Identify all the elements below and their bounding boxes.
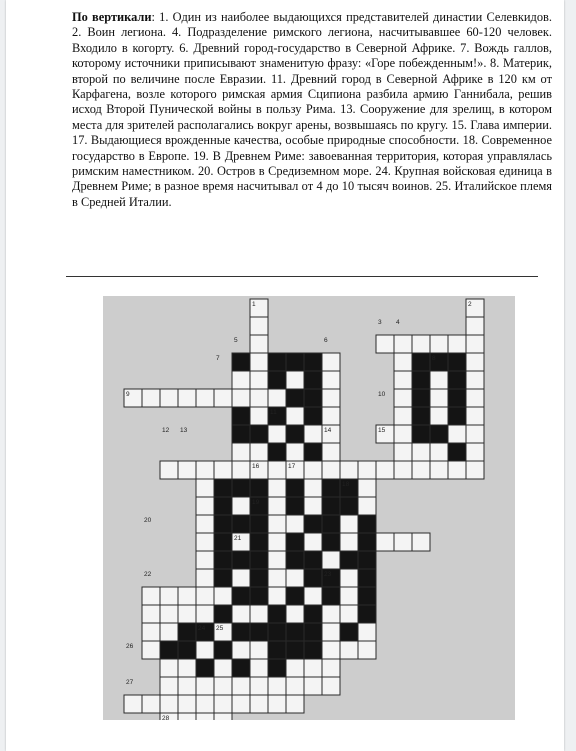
crossword-cell bbox=[214, 659, 232, 677]
crossword-cell bbox=[466, 407, 484, 425]
crossword-cell bbox=[430, 371, 448, 389]
crossword-cell bbox=[196, 497, 214, 515]
crossword-block bbox=[232, 353, 250, 371]
crossword-cell bbox=[250, 641, 268, 659]
crossword-cell bbox=[250, 371, 268, 389]
crossword-cell bbox=[358, 641, 376, 659]
crossword-cell bbox=[268, 587, 286, 605]
crossword-block bbox=[448, 389, 466, 407]
crossword-cell bbox=[250, 389, 268, 407]
crossword-cell bbox=[142, 389, 160, 407]
crossword-block bbox=[268, 443, 286, 461]
crossword-cell bbox=[232, 605, 250, 623]
crossword-cell bbox=[268, 515, 286, 533]
crossword-cell bbox=[268, 461, 286, 479]
crossword-cell bbox=[232, 497, 250, 515]
crossword-cell bbox=[322, 623, 340, 641]
crossword-cell bbox=[160, 677, 178, 695]
crossword-cell bbox=[214, 713, 232, 720]
clue-number-20: 20 bbox=[144, 517, 152, 524]
crossword-cell bbox=[232, 443, 250, 461]
crossword-cell bbox=[412, 533, 430, 551]
crossword-cell bbox=[322, 443, 340, 461]
crossword-cell bbox=[286, 677, 304, 695]
crossword-cell bbox=[268, 695, 286, 713]
crossword-cell bbox=[196, 551, 214, 569]
crossword-cell bbox=[448, 461, 466, 479]
clue-number-8: 8 bbox=[432, 355, 436, 362]
crossword-block bbox=[268, 641, 286, 659]
crossword-cell bbox=[160, 389, 178, 407]
crossword-block bbox=[322, 497, 340, 515]
crossword-block bbox=[196, 659, 214, 677]
crossword-cell bbox=[322, 551, 340, 569]
crossword-cell bbox=[268, 497, 286, 515]
crossword-cell bbox=[196, 479, 214, 497]
clue-number-9: 9 bbox=[126, 391, 130, 398]
crossword-cell bbox=[430, 335, 448, 353]
crossword-cell bbox=[232, 677, 250, 695]
crossword-block bbox=[358, 605, 376, 623]
crossword-block bbox=[250, 623, 268, 641]
crossword-cell bbox=[196, 695, 214, 713]
crossword-cell bbox=[322, 641, 340, 659]
crossword-cell bbox=[412, 335, 430, 353]
crossword-cell bbox=[376, 461, 394, 479]
crossword-cell bbox=[214, 587, 232, 605]
crossword-block bbox=[232, 659, 250, 677]
crossword-cell bbox=[196, 461, 214, 479]
crossword-cell bbox=[394, 425, 412, 443]
crossword-cell bbox=[124, 695, 142, 713]
crossword-block bbox=[412, 371, 430, 389]
crossword-block bbox=[268, 605, 286, 623]
crossword-block bbox=[286, 641, 304, 659]
crossword-cell bbox=[178, 713, 196, 720]
crossword-cell bbox=[340, 461, 358, 479]
crossword-cell bbox=[160, 461, 178, 479]
clue-number-25: 25 bbox=[216, 625, 224, 632]
crossword-cell bbox=[214, 695, 232, 713]
crossword-block bbox=[214, 605, 232, 623]
crossword-cell bbox=[160, 659, 178, 677]
crossword-cell bbox=[286, 659, 304, 677]
crossword-cell bbox=[232, 569, 250, 587]
crossword-cell bbox=[358, 461, 376, 479]
clue-number-18: 18 bbox=[342, 481, 350, 488]
crossword-cell bbox=[322, 461, 340, 479]
crossword-block bbox=[232, 425, 250, 443]
crossword-cell bbox=[394, 389, 412, 407]
crossword-cell bbox=[196, 605, 214, 623]
crossword-block bbox=[412, 407, 430, 425]
crossword-block bbox=[304, 623, 322, 641]
crossword-cell bbox=[160, 695, 178, 713]
crossword-cell bbox=[196, 389, 214, 407]
crossword-block bbox=[232, 479, 250, 497]
clue-number-21: 21 bbox=[234, 535, 242, 542]
clue-number-13: 13 bbox=[180, 427, 188, 434]
crossword-block bbox=[304, 515, 322, 533]
crossword-cell bbox=[340, 605, 358, 623]
crossword-cell bbox=[250, 317, 268, 335]
crossword-cell bbox=[250, 407, 268, 425]
crossword-cell bbox=[340, 515, 358, 533]
crossword-block bbox=[214, 479, 232, 497]
clues-heading: По вертикали bbox=[72, 10, 152, 24]
crossword-cell bbox=[178, 677, 196, 695]
crossword-cell bbox=[286, 515, 304, 533]
crossword-cell bbox=[466, 353, 484, 371]
crossword-block bbox=[286, 497, 304, 515]
crossword-cell bbox=[376, 533, 394, 551]
crossword-block bbox=[322, 587, 340, 605]
crossword-block bbox=[304, 551, 322, 569]
crossword-block bbox=[340, 497, 358, 515]
crossword-cell bbox=[448, 335, 466, 353]
crossword-cell bbox=[412, 443, 430, 461]
crossword-cell bbox=[322, 677, 340, 695]
crossword-cell bbox=[286, 695, 304, 713]
crossword-cell bbox=[178, 461, 196, 479]
crossword-cell bbox=[196, 533, 214, 551]
crossword-cell bbox=[214, 461, 232, 479]
clue-number-26: 26 bbox=[126, 643, 134, 650]
crossword-cell bbox=[250, 605, 268, 623]
clue-number-28: 28 bbox=[162, 715, 170, 720]
crossword-block bbox=[340, 623, 358, 641]
crossword-block bbox=[358, 515, 376, 533]
crossword-block bbox=[430, 425, 448, 443]
crossword-cell bbox=[304, 587, 322, 605]
crossword-block bbox=[304, 605, 322, 623]
crossword-cell bbox=[394, 335, 412, 353]
crossword-block bbox=[286, 551, 304, 569]
crossword-cell bbox=[466, 317, 484, 335]
crossword-block bbox=[304, 389, 322, 407]
crossword-cell bbox=[394, 461, 412, 479]
crossword-cell bbox=[466, 461, 484, 479]
crossword-cell bbox=[232, 695, 250, 713]
crossword-block bbox=[322, 479, 340, 497]
crossword-cell bbox=[340, 641, 358, 659]
clue-number-15: 15 bbox=[378, 427, 386, 434]
crossword-block bbox=[250, 479, 268, 497]
crossword-cell bbox=[142, 623, 160, 641]
crossword-block bbox=[448, 443, 466, 461]
crossword-cell bbox=[466, 335, 484, 353]
clues-text: : 1. Один из наиболее выдающихся представителей династии Селевкидов. 2. Воин легиона. 4. Подразделение римского легиона, насчитывавшее 60-120 человек. Входило в когорту. 6. Древний город-государство в Северной Африке. 7. Вождь галлов, которому источники приписывают знаменитую фразу: «Горе побежденным!». 8. Материк, второй по величине после Евразии. 11. Древний город в Северной Африке в 120 км от Карфагена, возле которого римская армия Сципиона разбила армию Ганнибала, решив исход Второй Пунической войны в пользу Рима. 13. Сооружение для зрелищ, в котором места для зрителей располагались вокруг арены, возвышаясь по кругу. 15. Глава империи. 17. Выдающиеся врожденные качества, особые природные способности. 18. Современное государство в Европе. 19. В Древнем Риме: завоеванная территория, которая управлялась римским наместником. 20. Остров в Средиземном море. 24. Крупная войсковая единица в Древнем Риме; в разное время насчитывал от 4 до 10 тысяч воинов. 25. Италийское племя в Средней Италии. bbox=[72, 10, 552, 209]
crossword-block bbox=[304, 443, 322, 461]
crossword-cell bbox=[304, 677, 322, 695]
crossword-cell bbox=[358, 497, 376, 515]
clue-number-27: 27 bbox=[126, 679, 134, 686]
crossword-cell bbox=[286, 407, 304, 425]
crossword-cell bbox=[178, 587, 196, 605]
crossword-cell bbox=[160, 623, 178, 641]
crossword-cell bbox=[466, 371, 484, 389]
crossword-block bbox=[232, 407, 250, 425]
crossword-block bbox=[358, 569, 376, 587]
crossword-cell bbox=[394, 533, 412, 551]
crossword-cell bbox=[178, 605, 196, 623]
crossword-cell bbox=[304, 533, 322, 551]
clue-number-16: 16 bbox=[252, 463, 260, 470]
crossword-cell bbox=[394, 353, 412, 371]
crossword-cell bbox=[304, 497, 322, 515]
clue-number-3: 3 bbox=[378, 319, 382, 326]
crossword-block bbox=[214, 533, 232, 551]
crossword-cell bbox=[430, 407, 448, 425]
crossword-cell bbox=[250, 695, 268, 713]
crossword-block bbox=[250, 587, 268, 605]
crossword-cell bbox=[196, 587, 214, 605]
crossword-block bbox=[232, 515, 250, 533]
crossword-cell bbox=[232, 461, 250, 479]
crossword-block bbox=[358, 587, 376, 605]
crossword-cell bbox=[268, 389, 286, 407]
crossword-block bbox=[358, 551, 376, 569]
crossword-block bbox=[358, 533, 376, 551]
crossword-cell bbox=[304, 479, 322, 497]
crossword-cell bbox=[196, 641, 214, 659]
clue-number-1: 1 bbox=[252, 301, 256, 308]
crossword-cell bbox=[142, 641, 160, 659]
crossword-cell bbox=[160, 605, 178, 623]
crossword-block bbox=[412, 353, 430, 371]
clue-number-12: 12 bbox=[162, 427, 170, 434]
crossword-cell bbox=[232, 641, 250, 659]
crossword-cell bbox=[394, 443, 412, 461]
crossword-block bbox=[160, 641, 178, 659]
crossword-block bbox=[178, 641, 196, 659]
crossword-cell bbox=[214, 677, 232, 695]
clue-number-24: 24 bbox=[198, 625, 206, 632]
crossword-cell bbox=[268, 425, 286, 443]
clue-number-2: 2 bbox=[468, 301, 472, 308]
crossword-cell bbox=[196, 515, 214, 533]
crossword-block bbox=[304, 569, 322, 587]
clue-number-5: 5 bbox=[234, 337, 238, 344]
crossword-block bbox=[250, 551, 268, 569]
crossword-cell bbox=[250, 677, 268, 695]
crossword-cell bbox=[394, 407, 412, 425]
crossword-cell bbox=[358, 479, 376, 497]
crossword-block bbox=[286, 479, 304, 497]
crossword-cell bbox=[142, 587, 160, 605]
crossword-block bbox=[232, 551, 250, 569]
crossword-block bbox=[286, 533, 304, 551]
crossword-cell bbox=[466, 443, 484, 461]
crossword-block bbox=[250, 425, 268, 443]
crossword-cell bbox=[448, 425, 466, 443]
crossword-cell bbox=[466, 425, 484, 443]
crossword-block bbox=[304, 641, 322, 659]
crossword-cell bbox=[268, 569, 286, 587]
crossword-block bbox=[412, 425, 430, 443]
crossword-block bbox=[268, 623, 286, 641]
crossword-block bbox=[340, 551, 358, 569]
crossword-cell bbox=[286, 569, 304, 587]
crossword-cell bbox=[268, 677, 286, 695]
crossword-cell bbox=[304, 425, 322, 443]
crossword-block bbox=[178, 623, 196, 641]
crossword-cell bbox=[196, 677, 214, 695]
clue-number-11: 11 bbox=[270, 409, 277, 416]
crossword-cell bbox=[232, 389, 250, 407]
crossword-cell bbox=[286, 443, 304, 461]
crossword-block bbox=[286, 389, 304, 407]
crossword-cell bbox=[142, 605, 160, 623]
crossword-block bbox=[268, 353, 286, 371]
crossword-cell bbox=[196, 713, 214, 720]
crossword-cell bbox=[268, 551, 286, 569]
crossword-cell bbox=[286, 371, 304, 389]
crossword-cell bbox=[412, 461, 430, 479]
crossword-cell bbox=[178, 695, 196, 713]
crossword-cell bbox=[196, 569, 214, 587]
crossword-block bbox=[322, 533, 340, 551]
crossword-block bbox=[232, 623, 250, 641]
clue-number-17: 17 bbox=[288, 463, 296, 470]
crossword-cell bbox=[214, 389, 232, 407]
crossword-block bbox=[448, 371, 466, 389]
crossword-block bbox=[268, 659, 286, 677]
crossword-block bbox=[250, 533, 268, 551]
clues-vertical bbox=[72, 10, 552, 210]
crossword-cell bbox=[322, 407, 340, 425]
crossword-cell bbox=[358, 623, 376, 641]
crossword-cell bbox=[250, 353, 268, 371]
clue-number-19: 19 bbox=[252, 499, 260, 506]
clue-number-14: 14 bbox=[324, 427, 332, 434]
crossword-block bbox=[232, 587, 250, 605]
crossword-block bbox=[286, 587, 304, 605]
crossword-cell bbox=[430, 443, 448, 461]
crossword-block bbox=[250, 515, 268, 533]
crossword-cell bbox=[178, 659, 196, 677]
crossword-cell bbox=[340, 533, 358, 551]
crossword-cell bbox=[268, 533, 286, 551]
crossword-block bbox=[214, 551, 232, 569]
crossword-block bbox=[250, 569, 268, 587]
crossword-block bbox=[412, 389, 430, 407]
crossword-block bbox=[268, 371, 286, 389]
crossword-cell bbox=[322, 353, 340, 371]
crossword-cell bbox=[322, 371, 340, 389]
crossword-cell bbox=[250, 659, 268, 677]
clue-number-6: 6 bbox=[324, 337, 328, 344]
crossword-cell bbox=[250, 335, 268, 353]
crossword-block bbox=[214, 497, 232, 515]
crossword-cell bbox=[322, 605, 340, 623]
crossword-block bbox=[304, 353, 322, 371]
clue-number-7: 7 bbox=[216, 355, 220, 362]
crossword-cell bbox=[160, 587, 178, 605]
crossword-grid bbox=[103, 296, 515, 720]
crossword-cell bbox=[394, 371, 412, 389]
divider-line bbox=[66, 276, 538, 277]
crossword-cell bbox=[376, 335, 394, 353]
crossword-cell bbox=[304, 461, 322, 479]
crossword-cell bbox=[304, 659, 322, 677]
crossword-block bbox=[214, 515, 232, 533]
clue-number-10: 10 bbox=[378, 391, 386, 398]
clue-number-4: 4 bbox=[396, 319, 400, 326]
crossword-block bbox=[304, 371, 322, 389]
clue-number-23: 23 bbox=[324, 571, 332, 578]
crossword-block bbox=[448, 407, 466, 425]
crossword-cell bbox=[250, 443, 268, 461]
crossword-block bbox=[286, 623, 304, 641]
crossword-cell bbox=[430, 389, 448, 407]
crossword-block bbox=[286, 353, 304, 371]
crossword-cell bbox=[142, 695, 160, 713]
crossword-cell bbox=[322, 659, 340, 677]
crossword-block bbox=[214, 569, 232, 587]
crossword-cell bbox=[232, 371, 250, 389]
crossword-cell bbox=[430, 461, 448, 479]
crossword-block bbox=[214, 641, 232, 659]
crossword-block bbox=[322, 515, 340, 533]
crossword-cell bbox=[340, 569, 358, 587]
crossword-cell bbox=[286, 605, 304, 623]
clue-number-22: 22 bbox=[144, 571, 152, 578]
crossword-block bbox=[286, 425, 304, 443]
crossword-photo bbox=[103, 296, 515, 720]
crossword-cell bbox=[178, 389, 196, 407]
crossword-cell bbox=[340, 587, 358, 605]
crossword-cell bbox=[322, 389, 340, 407]
crossword-block bbox=[304, 407, 322, 425]
crossword-block bbox=[448, 353, 466, 371]
crossword-cell bbox=[268, 479, 286, 497]
crossword-cell bbox=[466, 389, 484, 407]
